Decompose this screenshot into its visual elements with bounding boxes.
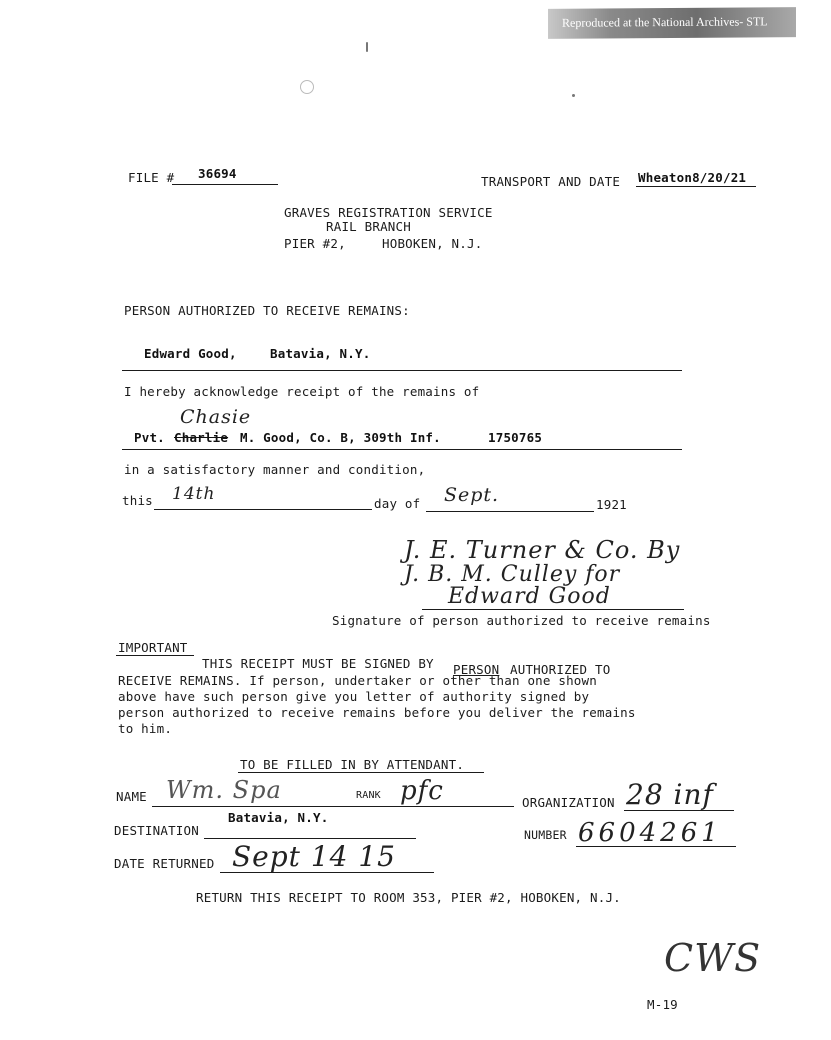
destination-value: Batavia, N.Y. [228, 810, 329, 825]
year: 1921 [596, 497, 627, 512]
office-pier: PIER #2, [284, 236, 346, 251]
signature-caption: Signature of person authorized to receive remains [332, 613, 711, 628]
office-line-1: GRAVES REGISTRATION SERVICE [284, 205, 493, 220]
return-instruction: RETURN THIS RECEIPT TO ROOM 353, PIER #2, HOBOKEN, N.J. [196, 890, 621, 905]
deceased-details: M. Good, Co. B, 309th Inf. [240, 430, 441, 445]
handwritten-initials: CWS [664, 936, 762, 980]
recipient-label: PERSON AUTHORIZED TO RECEIVE REMAINS: [124, 303, 410, 318]
recipient-place: Batavia, N.Y. [270, 346, 371, 361]
organization-line [624, 810, 734, 811]
important-line-4: person authorized to receive remains before you deliver the remains [118, 705, 636, 720]
important-line-3: above have such person give you letter of authority signed by [118, 689, 590, 704]
scan-speck [572, 94, 575, 97]
file-number: 36694 [198, 166, 237, 181]
office-city: HOBOKEN, N.J. [382, 236, 483, 251]
file-label: FILE # [128, 170, 175, 185]
number-value: 6604261 [578, 818, 722, 848]
transport-label: TRANSPORT AND DATE [481, 174, 621, 189]
rank-value: pfc [400, 776, 444, 806]
scan-speck [300, 80, 314, 94]
transport-value: Wheaton8/20/21 [638, 170, 747, 185]
deceased-struck-name: Charlie [174, 430, 229, 445]
important-underline [116, 655, 194, 656]
recipient-name: Edward Good, [144, 346, 237, 361]
signature-line-3: Edward Good [448, 584, 611, 609]
acknowledge-text: I hereby acknowledge receipt of the remains of [124, 384, 480, 399]
important-line-1c: AUTHORIZED TO [510, 662, 611, 677]
signature-line [422, 609, 684, 610]
signature-line-1: J. E. Turner & Co. By [404, 536, 681, 564]
name-label: NAME [116, 789, 147, 804]
office-line-2: RAIL BRANCH [326, 219, 411, 234]
day-of-label: day of [374, 496, 421, 511]
handwritten-name-correction: Chasie [180, 406, 252, 428]
important-line-5: to him. [118, 721, 173, 736]
organization-value: 28 inf [626, 778, 714, 811]
day-value: 14th [172, 484, 216, 504]
number-line [576, 846, 736, 847]
scan-speck [366, 42, 368, 52]
archive-stamp-text: Reproduced at the National Archives- STL [562, 14, 768, 30]
organization-label: ORGANIZATION [522, 795, 615, 810]
date-returned-label: DATE RETURNED [114, 856, 215, 871]
signature-line-2: J. B. M. Culley for [404, 562, 621, 587]
recipient-line [122, 370, 682, 371]
destination-line [204, 838, 416, 839]
day-line [154, 509, 372, 510]
deceased-line [122, 449, 682, 450]
month-line [426, 511, 594, 512]
date-returned-value: Sept 14 15 [232, 840, 396, 873]
destination-label: DESTINATION [114, 823, 199, 838]
important-line-1a: THIS RECEIPT MUST BE SIGNED BY [202, 656, 434, 671]
deceased-serial: 1750765 [488, 430, 543, 445]
important-line-1b: PERSON [453, 662, 500, 677]
attendant-underline [238, 772, 484, 773]
date-returned-line [220, 872, 434, 873]
rank-label: RANK [356, 790, 381, 801]
name-value: Wm. Spa [166, 776, 282, 804]
condition-text: in a satisfactory manner and condition, [124, 462, 426, 477]
important-line-2: RECEIVE REMAINS. If person, undertaker or other than one shown [118, 673, 597, 688]
important-label: IMPORTANT [118, 640, 188, 655]
attendant-heading: TO BE FILLED IN BY ATTENDANT. [240, 757, 465, 772]
form-number: M-19 [647, 997, 678, 1012]
name-line [152, 806, 514, 807]
transport-line [636, 186, 756, 187]
archive-stamp [548, 7, 796, 39]
this-label: this [122, 493, 153, 508]
deceased-rank: Pvt. [134, 430, 165, 445]
file-number-line [172, 184, 278, 185]
month-value: Sept. [444, 484, 500, 506]
number-label: NUMBER [524, 828, 567, 842]
